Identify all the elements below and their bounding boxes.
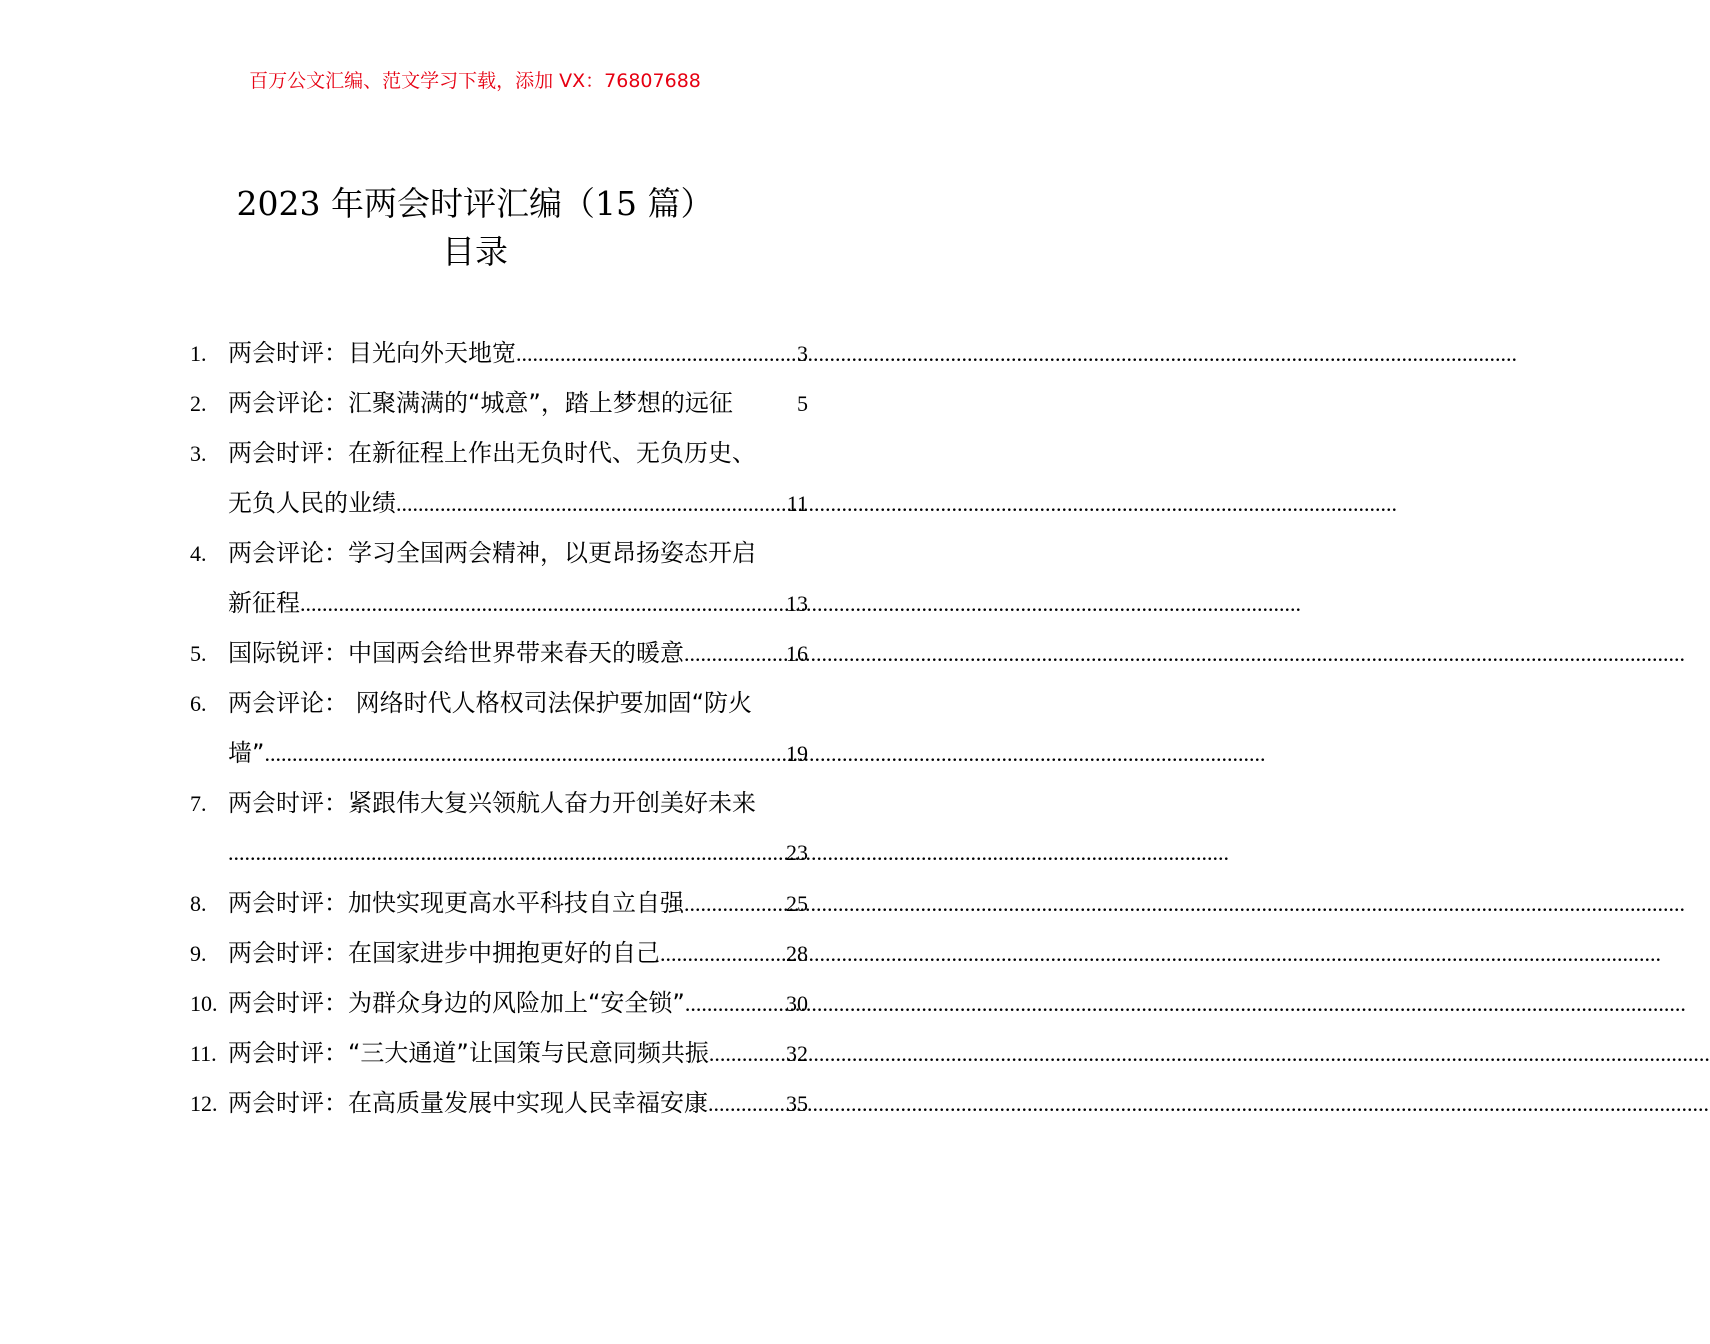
toc-line — [190, 1028, 808, 1078]
toc-number: 6. — [190, 691, 207, 716]
toc-entry-title: 两会时评：在新征程上作出无负时代、无负历史、 — [228, 439, 756, 467]
toc-leader-dots — [708, 1079, 786, 1129]
toc-entry-title: 两会时评：目光向外天地宽 — [228, 339, 516, 367]
toc-line — [190, 328, 808, 378]
toc-entry[interactable] — [190, 1078, 808, 1128]
toc-entry-title: 两会评论： 网络时代人格权司法保护要加固“防火 — [228, 689, 753, 717]
toc-entry-title: 两会时评：在高质量发展中实现人民幸福安康 — [228, 1089, 708, 1117]
toc-line — [190, 478, 808, 528]
toc-entry-title-continued: 墙” — [228, 739, 265, 767]
toc-line — [190, 678, 808, 728]
toc-entry[interactable] — [190, 328, 808, 378]
toc-page-number: 16 — [786, 641, 808, 666]
toc-leader-dots — [396, 479, 787, 529]
toc-leader-dots — [228, 828, 786, 878]
toc-leader-dots — [685, 979, 786, 1029]
toc-entry[interactable] — [190, 928, 808, 978]
toc-entry[interactable] — [190, 528, 808, 628]
header-banner: 百万公文汇编、范文学习下载，添加 VX：76807688 — [249, 70, 701, 92]
toc-page-number: 5 — [797, 391, 808, 416]
toc-number: 1. — [190, 341, 207, 366]
toc-heading: 目录 — [442, 232, 508, 271]
toc-number: 9. — [190, 941, 207, 966]
toc-leader-dots — [709, 1029, 786, 1079]
toc-entry[interactable] — [190, 378, 808, 428]
toc-entry-title-continued: 无负人民的业绩 — [228, 489, 396, 517]
toc-page-number: 28 — [786, 941, 808, 966]
toc-number: 3. — [190, 441, 207, 466]
toc-entry-title: 两会评论：汇聚满满的“城意”，踏上梦想的远征 — [228, 389, 733, 417]
toc-leader-dots — [684, 879, 786, 929]
toc-line — [190, 878, 808, 928]
toc-entry-title: 两会评论：学习全国两会精神，以更昂扬姿态开启 — [228, 539, 756, 567]
toc-page-number: 30 — [786, 991, 808, 1016]
toc-leader-dots — [516, 329, 797, 379]
table-of-contents — [190, 328, 808, 1128]
toc-entry-title: 两会时评：为群众身边的风险加上“安全锁” — [228, 989, 685, 1017]
toc-leader-dots — [264, 729, 786, 779]
toc-line — [190, 928, 808, 978]
toc-page-number: 3 — [797, 341, 808, 366]
toc-page-number: 35 — [786, 1091, 808, 1116]
toc-line — [190, 528, 808, 578]
toc-page-number: 13 — [786, 591, 808, 616]
toc-page-number: 32 — [786, 1041, 808, 1066]
toc-number: 2. — [190, 391, 207, 416]
toc-number: 10. — [190, 991, 218, 1016]
toc-number: 7. — [190, 791, 207, 816]
toc-entry-title: 两会时评：“三大通道”让国策与民意同频共振 — [228, 1039, 709, 1067]
toc-leader-dots — [684, 629, 786, 679]
toc-number: 11. — [190, 1041, 217, 1066]
toc-page-number: 23 — [786, 840, 808, 865]
toc-entry[interactable] — [190, 428, 808, 528]
toc-line — [190, 628, 808, 678]
toc-page-number: 19 — [786, 741, 808, 766]
toc-number: 5. — [190, 641, 207, 666]
toc-entry-title-continued: 新征程 — [228, 589, 300, 617]
toc-entry[interactable] — [190, 878, 808, 928]
toc-line — [190, 728, 808, 778]
toc-entry-title: 两会时评：在国家进步中拥抱更好的自己 — [228, 939, 660, 967]
toc-entry[interactable] — [190, 1028, 808, 1078]
toc-number: 4. — [190, 541, 207, 566]
toc-entry[interactable] — [190, 678, 808, 778]
toc-entry[interactable] — [190, 778, 808, 878]
toc-line — [190, 378, 808, 428]
toc-leader-dots — [660, 929, 786, 979]
toc-line — [190, 428, 808, 478]
toc-line — [190, 1078, 808, 1128]
toc-leader-dots — [300, 579, 786, 629]
toc-number: 8. — [190, 891, 207, 916]
toc-line — [190, 828, 808, 878]
toc-line — [190, 778, 808, 828]
toc-line — [190, 578, 808, 628]
toc-number: 12. — [190, 1091, 218, 1116]
toc-entry[interactable] — [190, 978, 808, 1028]
document-title: 2023 年两会时评汇编（15 篇） — [236, 184, 714, 223]
toc-entry-title: 两会时评：紧跟伟大复兴领航人奋力开创美好未来 — [228, 789, 756, 817]
toc-entry-title: 两会时评：加快实现更高水平科技自立自强 — [228, 889, 684, 917]
toc-entry[interactable] — [190, 628, 808, 678]
toc-entry-title: 国际锐评：中国两会给世界带来春天的暖意 — [228, 639, 684, 667]
toc-line — [190, 978, 808, 1028]
toc-page-number: 11 — [786, 491, 808, 516]
toc-page-number: 25 — [786, 891, 808, 916]
